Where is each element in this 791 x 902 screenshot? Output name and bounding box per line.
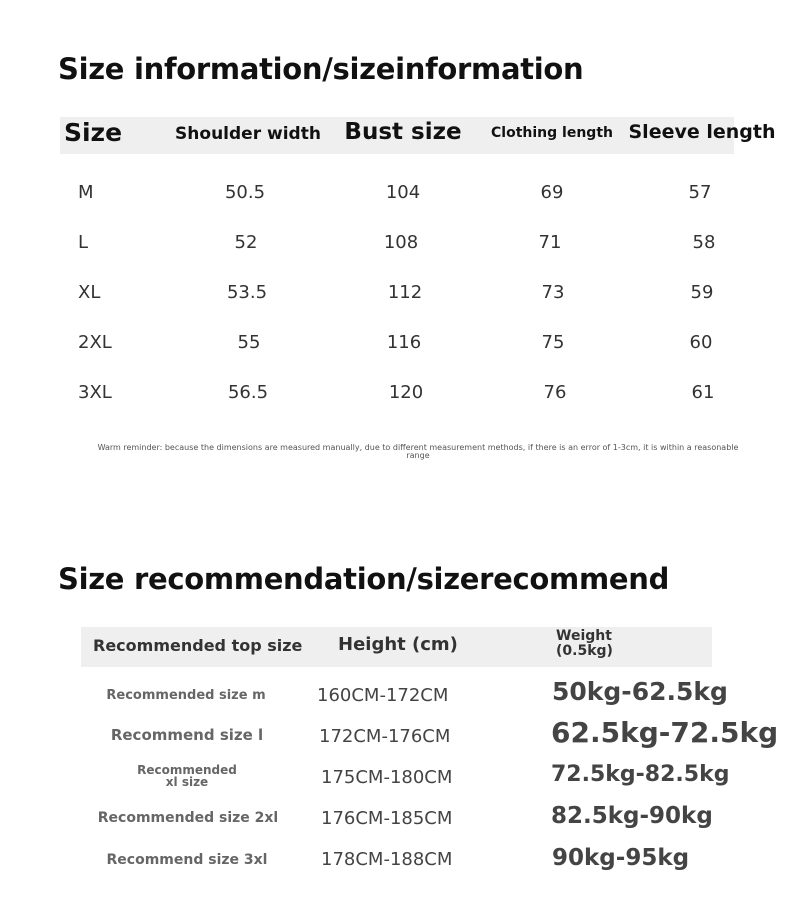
table-cell-bust: 112 [387,282,423,303]
table-cell-sleeve: 59 [690,282,714,303]
recommend-label-line1: Recommended [137,763,237,777]
table-cell-size: M [78,182,94,203]
table-cell-length: 69 [540,182,564,203]
header-weight [556,629,613,659]
recommend-height: 176CM-185CM [321,808,453,829]
recommend-height: 175CM-180CM [321,767,453,788]
table-cell-length: 76 [543,382,567,403]
recommend-height: 178CM-188CM [321,849,453,870]
recommend-weight: 90kg-95kg [552,845,690,871]
header-shoulder-width: Shoulder width [175,124,321,144]
recommend-label: Recommend size l [110,726,264,744]
warm-reminder-note [58,444,778,460]
recommend-label: Recommended size m [106,688,266,703]
table-cell-bust: 116 [386,332,422,353]
header-height: Height (cm) [338,634,458,655]
recommend-weight: 82.5kg-90kg [551,803,713,829]
warm-reminder-line1: Warm reminder: because the dimensions are measured manually, due to different measurement methods, if there is an error of 1-3cm, it is within a reasonable [97,443,739,452]
size-info-title: Size information/sizeinformation [58,52,584,86]
header-size: Size [63,118,123,147]
table-cell-shoulder: 53.5 [226,282,268,303]
table-cell-sleeve: 61 [691,382,715,403]
header-weight-line1: Weight [556,628,612,644]
table-cell-bust: 108 [383,232,419,253]
header-weight-line2: (0.5kg) [556,643,613,659]
size-recommend-title: Size recommendation/sizerecommend [58,562,670,596]
table-cell-size: 3XL [78,382,112,403]
table-cell-length: 71 [538,232,562,253]
table-cell-bust: 120 [388,382,424,403]
recommend-label [137,764,237,788]
table-cell-sleeve: 60 [689,332,713,353]
header-bust-size: Bust size [344,119,462,145]
recommend-label: Recommend size 3xl [106,852,268,868]
table-cell-size: XL [78,282,101,303]
table-cell-sleeve: 57 [688,182,712,203]
recommend-label: Recommended size 2xl [97,810,279,826]
recommend-label-line2: xl size [165,775,209,789]
recommend-weight: 50kg-62.5kg [552,677,728,706]
header-recommended-top-size: Recommended top size [93,636,303,655]
table-cell-sleeve: 58 [692,232,716,253]
table-cell-shoulder: 56.5 [227,382,269,403]
table-cell-bust: 104 [385,182,421,203]
recommend-weight: 72.5kg-82.5kg [551,762,730,787]
table-cell-size: 2XL [78,332,112,353]
header-clothing-length: Clothing length [491,125,613,141]
table-cell-length: 73 [541,282,565,303]
table-cell-shoulder: 55 [237,332,261,353]
table-cell-size: L [78,232,89,253]
table-cell-length: 75 [541,332,565,353]
recommend-weight: 62.5kg-72.5kg [551,716,779,749]
recommend-height: 160CM-172CM [317,685,449,706]
recommend-height: 172CM-176CM [319,726,451,747]
header-sleeve-length: Sleeve length [628,121,776,143]
warm-reminder-line2: range [406,451,430,460]
table-cell-shoulder: 50.5 [224,182,266,203]
table-cell-shoulder: 52 [234,232,258,253]
